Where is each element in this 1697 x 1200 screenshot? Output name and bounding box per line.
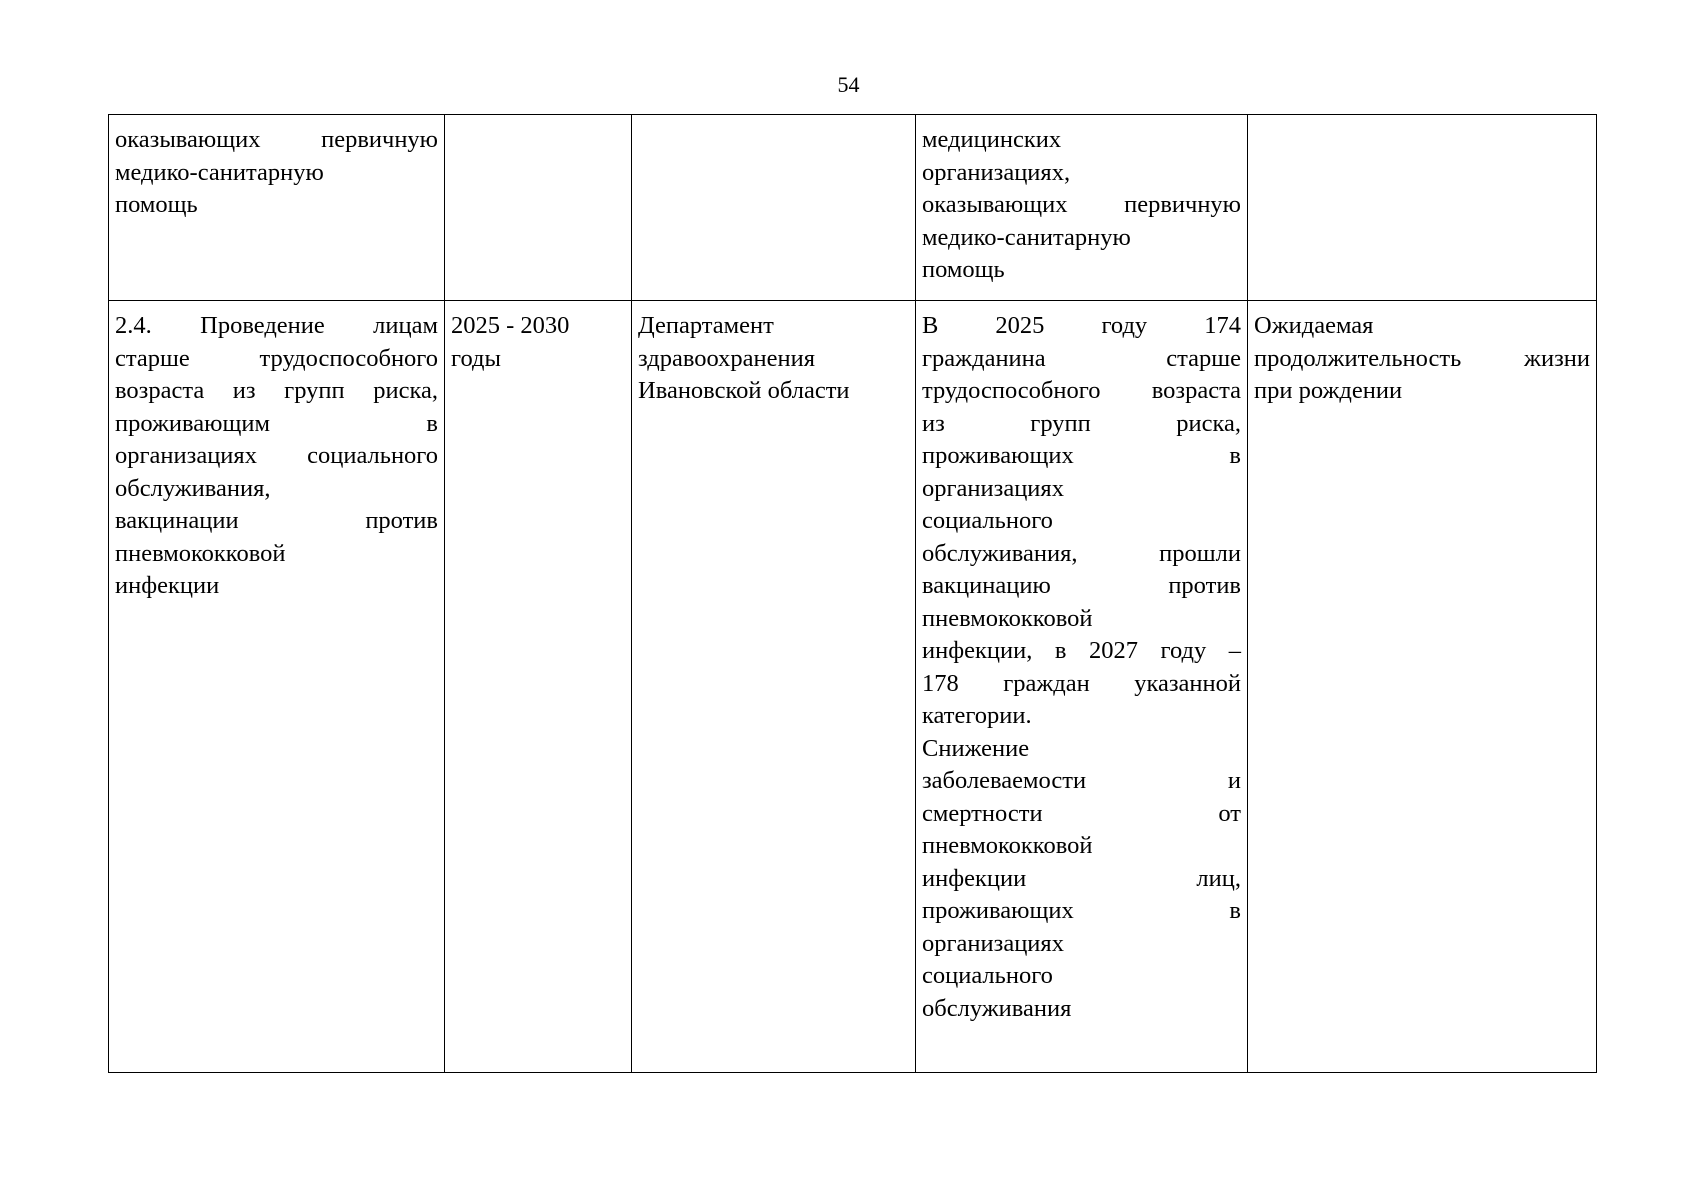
text-line: годы (451, 344, 501, 372)
text-line: оказывающих первичную (922, 191, 1241, 218)
cell-period (445, 301, 632, 1073)
text-line: В 2025 году 174 (922, 312, 1241, 339)
text-line: трудоспособного возраста (922, 377, 1241, 404)
text-line: медицинских (922, 126, 1062, 153)
text-line: проживающим в (115, 409, 438, 437)
text-line: вакцинацию против (922, 572, 1241, 599)
text-line: проживающих в (922, 897, 1241, 924)
text-line: проживающих в (922, 442, 1241, 469)
text-line: категории. (922, 702, 1032, 729)
table-row (109, 115, 1597, 301)
text-line: заболеваемости и (922, 767, 1241, 794)
text-line: помощь (922, 256, 1005, 283)
cell-indicator-empty (1248, 115, 1597, 301)
table-row (109, 301, 1597, 1073)
cell-indicator (1248, 301, 1597, 1073)
text-line: пневмококковой (922, 832, 1093, 859)
text-line: оказывающих первичную (115, 126, 438, 153)
text-line: гражданина старше (922, 344, 1241, 372)
cell-responsible-empty (632, 115, 916, 301)
cell-responsible (632, 301, 916, 1073)
text-line: обслуживания, (115, 474, 271, 502)
document-table (108, 114, 1597, 1073)
text-line: при рождении (1254, 377, 1403, 404)
text-line: 2.4. Проведение лицам (115, 312, 438, 339)
text-line: медико-санитарную (922, 223, 1131, 251)
cell-measure-continued (109, 115, 445, 301)
cell-result (916, 301, 1248, 1073)
cell-measure (109, 301, 445, 1073)
text-line: инфекции лиц, (922, 864, 1241, 892)
text-line: помощь (115, 191, 198, 218)
text-line: медико-санитарную (115, 158, 324, 186)
text-line: пневмококковой (115, 539, 286, 567)
cell-result-continued (916, 115, 1248, 301)
text-line: возраста из групп риска, (115, 377, 438, 404)
text-line: Снижение (922, 734, 1030, 762)
text-line: обслуживания, прошли (922, 539, 1241, 567)
text-line: старше трудоспособного (115, 344, 438, 372)
page-number: 54 (837, 72, 860, 97)
text-line: организациях, (922, 158, 1071, 186)
text-line: социального (922, 507, 1053, 534)
text-line: инфекции, в 2027 году – (922, 637, 1241, 664)
text-line: инфекции (115, 572, 220, 599)
text-line: социального (922, 962, 1053, 989)
text-line: из групп риска, (922, 409, 1241, 437)
text-line: вакцинации против (115, 507, 438, 534)
text-line: 178 граждан указанной (922, 669, 1241, 697)
text-line: организациях (922, 474, 1064, 502)
text-line: пневмококковой (922, 604, 1093, 632)
text-line: Ивановской области (638, 377, 850, 404)
text-line: Ожидаемая (1254, 312, 1374, 339)
text-line: Департамент (638, 312, 774, 339)
text-line: продолжительность жизни (1254, 344, 1590, 372)
text-line: обслуживания (922, 994, 1072, 1022)
cell-period-empty (445, 115, 632, 301)
text-line: здравоохранения (638, 344, 815, 372)
text-line: 2025 - 2030 (451, 312, 570, 339)
text-line: организациях социального (115, 442, 438, 469)
text-line: смертности от (922, 799, 1241, 827)
text-line: организациях (922, 929, 1064, 957)
